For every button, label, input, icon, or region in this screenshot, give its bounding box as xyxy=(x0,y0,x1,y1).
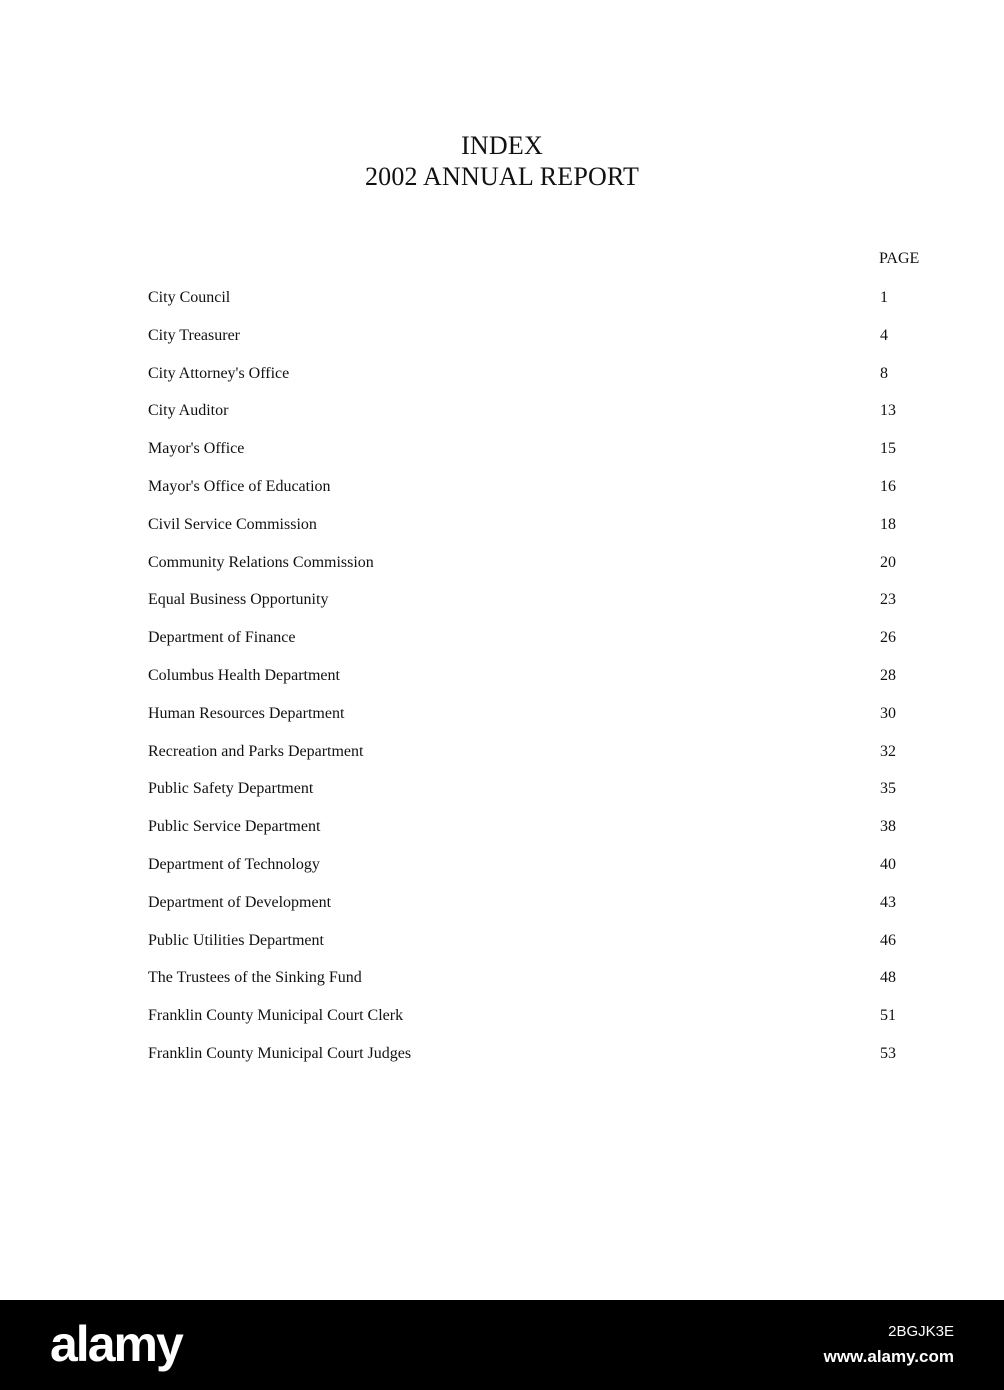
index-entry-label: Mayor's Office of Education xyxy=(148,477,331,495)
index-entry-page: 13 xyxy=(880,402,896,420)
index-entry-page: 20 xyxy=(880,553,896,571)
index-entry xyxy=(0,1041,1004,1079)
index-entry-label: Public Safety Department xyxy=(148,780,314,798)
index-entry-label: Columbus Health Department xyxy=(148,666,340,684)
index-entry-label: Mayor's Office xyxy=(148,440,245,458)
index-entry-page: 46 xyxy=(880,931,896,949)
index-entry-label: The Trustees of the Sinking Fund xyxy=(148,969,362,987)
index-entry-label: City Attorney's Office xyxy=(148,364,290,382)
watermark-image-id: 2BGJK3E xyxy=(888,1323,954,1340)
index-entry-page: 53 xyxy=(880,1044,896,1062)
index-entry-label: City Treasurer xyxy=(148,326,240,344)
index-entry-page: 18 xyxy=(880,515,896,533)
index-entry-page: 35 xyxy=(880,780,896,798)
index-entry-page: 32 xyxy=(880,742,896,760)
index-entry xyxy=(0,323,1004,361)
index-entry-page: 38 xyxy=(880,818,896,836)
page-title: INDEX xyxy=(461,131,543,160)
index-entry xyxy=(0,436,1004,474)
index-entry-page: 43 xyxy=(880,893,896,911)
index-entry xyxy=(0,625,1004,663)
page-subtitle: 2002 ANNUAL REPORT xyxy=(364,162,640,191)
index-entry xyxy=(0,890,1004,928)
index-entry-label: Equal Business Opportunity xyxy=(148,591,329,609)
index-entry-label: Department of Finance xyxy=(148,629,296,647)
watermark-bar xyxy=(0,1300,1004,1390)
index-entry-label: Department of Development xyxy=(148,893,332,911)
index-entry-page: 4 xyxy=(880,326,888,344)
index-entry-label: Public Service Department xyxy=(148,818,321,836)
index-entry-page: 15 xyxy=(880,440,896,458)
index-entry-page: 1 xyxy=(880,289,888,306)
index-entry-page: 48 xyxy=(880,969,896,987)
index-entry xyxy=(0,1003,1004,1041)
index-entry-label: Community Relations Commission xyxy=(148,553,374,571)
index-entry-label: Recreation and Parks Department xyxy=(148,742,364,760)
index-entry-page: 51 xyxy=(880,1007,896,1025)
index-entry xyxy=(0,965,1004,1003)
index-entry-page: 16 xyxy=(880,477,896,495)
index-entry xyxy=(0,663,1004,701)
index-entry xyxy=(0,285,1004,323)
index-entry xyxy=(0,814,1004,852)
index-entry xyxy=(0,550,1004,588)
index-entry-label: Human Resources Department xyxy=(148,704,345,722)
index-entry-page: 28 xyxy=(880,666,896,684)
watermark-logo: alamy xyxy=(50,1316,182,1372)
index-entry xyxy=(0,739,1004,777)
index-entry xyxy=(0,398,1004,436)
index-entry-page: 23 xyxy=(880,591,896,609)
index-entry-label: Public Utilities Department xyxy=(148,931,324,949)
index-entry xyxy=(0,587,1004,625)
index-entry-label: Department of Technology xyxy=(148,855,320,873)
page-column-header: PAGE xyxy=(879,250,920,267)
index-entry-label: Franklin County Municipal Court Clerk xyxy=(148,1007,404,1025)
index-entry xyxy=(0,776,1004,814)
index-entry-page: 40 xyxy=(880,855,896,873)
index-entry-page: 26 xyxy=(880,629,896,647)
index-entry-label: Civil Service Commission xyxy=(148,515,317,533)
index-list xyxy=(0,285,1004,1079)
index-entry xyxy=(0,852,1004,890)
index-entry xyxy=(0,361,1004,399)
index-entry xyxy=(0,512,1004,550)
index-entry-page: 8 xyxy=(880,364,888,382)
title-block xyxy=(0,130,1004,192)
index-entry-label: Franklin County Municipal Court Judges xyxy=(148,1044,412,1062)
index-entry-label: City Council xyxy=(148,289,231,306)
index-entry-label: City Auditor xyxy=(148,402,229,420)
index-entry-page: 30 xyxy=(880,704,896,722)
index-entry xyxy=(0,474,1004,512)
index-entry xyxy=(0,928,1004,966)
watermark-url: www.alamy.com xyxy=(823,1347,954,1366)
index-entry xyxy=(0,701,1004,739)
